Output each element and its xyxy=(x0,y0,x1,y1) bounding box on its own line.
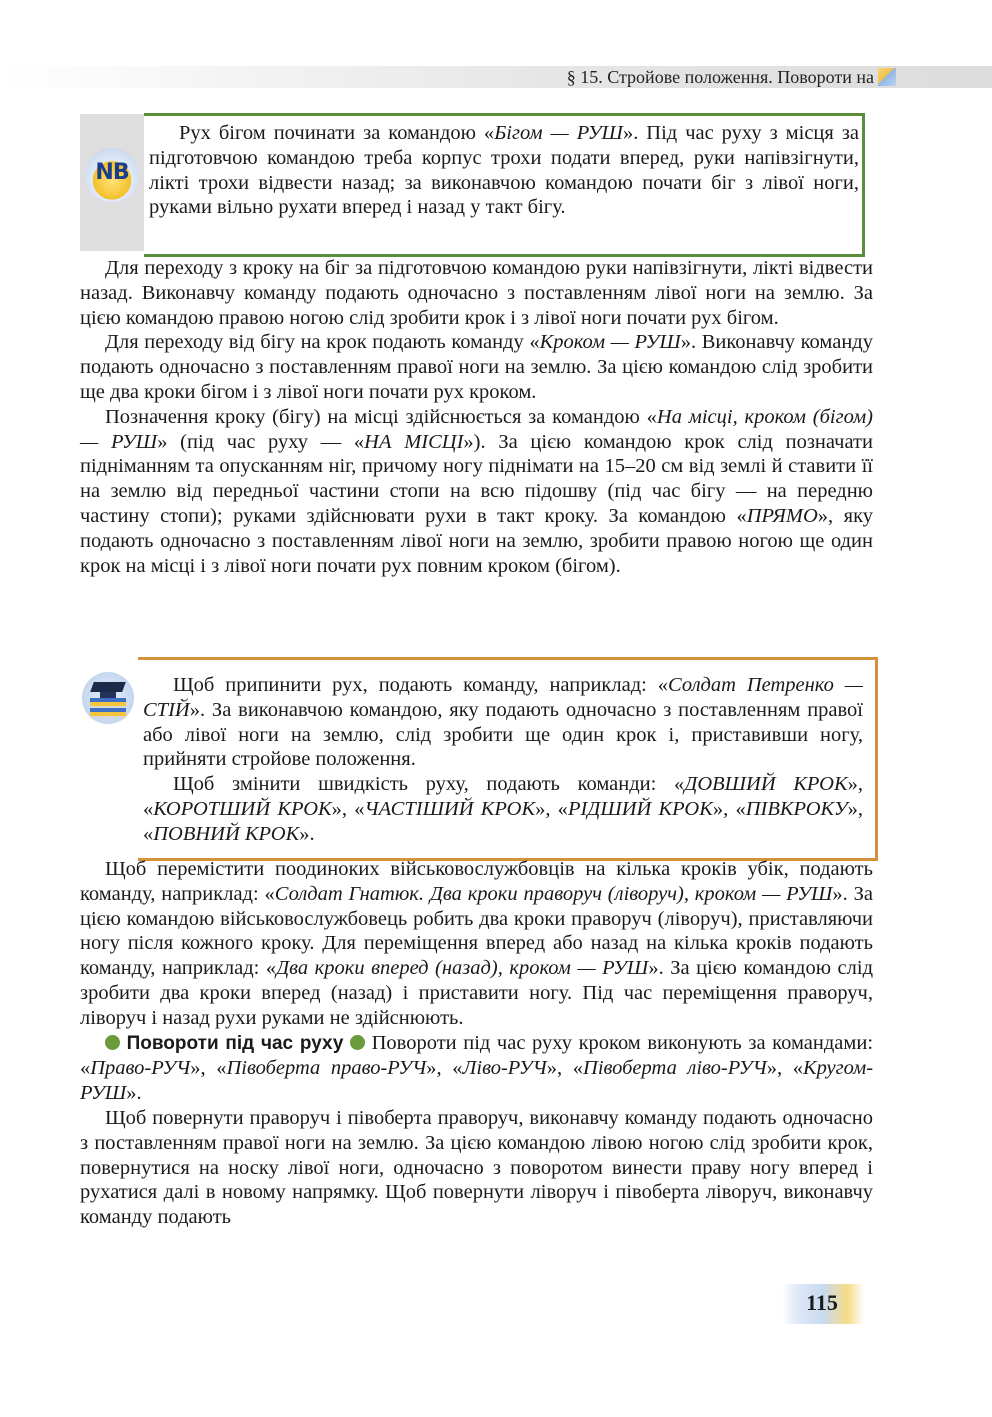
bullet-icon xyxy=(350,1035,365,1050)
info-note-paragraph: Щоб змінити швидкість руху, подають команди: «ДОВШИЙ КРОК», «КОРОТШИЙ КРОК», «ЧАСТІШИЙ КРОК», «РІДШИЙ КРОК», «ПІВКРОКУ», «ПОВНИЙ КРОК». xyxy=(143,773,864,845)
main-text-block-1 xyxy=(80,256,873,578)
graduation-cap-icon xyxy=(80,670,136,726)
running-title: § 15. Стройове положення. Повороти на xyxy=(566,67,874,87)
nb-icon-label: NB xyxy=(95,160,129,185)
nb-icon xyxy=(85,148,139,202)
paragraph: Для переходу з кроку на біг за підготовчою командою руки напівзігнути, лікті відвести назад. Виконавчу команду подають одночасно з поставленням лівої ноги на землю. За цією командою правою ногою слід зробити крок і з лівої ноги почати рух бігом. xyxy=(80,257,873,329)
nb-note-box xyxy=(144,113,865,257)
header-corner-decoration xyxy=(878,68,896,86)
nb-note-text: Рух бігом починати за командою «Бігом — РУШ». Під час руху з місця за підготовчою командою треба корпус трохи подати вперед, руки напівзігнути, лікті трохи відвести назад; за виконавчою командою почати біг з лівої ноги, руками вільно рухати вперед і назад у такт бігу. xyxy=(149,122,860,219)
main-text-block-2 xyxy=(80,857,873,1230)
section-title: Повороти під час руху xyxy=(126,1032,344,1054)
bullet-icon xyxy=(105,1035,120,1050)
page-number: 115 xyxy=(806,1290,838,1315)
paragraph: Для переходу від бігу на крок подають команду «Кроком — РУШ». Виконавчу команду подають одночасно з поставленням правої ноги на землю. За цією командою слід зробити ще два кроки бігом і з лівої ноги почати рух кроком. xyxy=(80,331,873,403)
info-note-paragraph: Щоб припинити рух, подають команду, наприклад: «Солдат Петренко — СТІЙ». За виконавчою командою, яку подають одночасно з поставленням правої або лівої ноги на землю, слід зробити ще один крок і, приставивши ногу, прийняти стройове положення. xyxy=(143,674,863,771)
paragraph: Щоб перемістити поодиноких військовослужбовців на кілька кроків убік, подають команду, наприклад: «Солдат Гнатюк. Два кроки праворуч (ліворуч), кроком — РУШ». За цією командою військовослужбовець робить два кроки праворуч (ліворуч), приставляючи ногу після кожного кроку. Для переміщення вперед або назад на кілька кроків подають команду, наприклад: «Два кроки вперед (назад), кроком — РУШ». За цією командою слід зробити два кроки вперед (назад) і приставити ногу. Під час переміщення праворуч, ліворуч і назад рухи руками не здійснюють. xyxy=(80,858,874,1029)
paragraph: Позначення кроку (бігу) на місці здійснюється за командою «На місці, кроком (бігом) — РУШ» (під час руху — «НА МІСЦІ»). За цією командою крок слід позначати підніманням та опусканням ніг, причому ногу піднімати на 15–20 см від землі й ставити її на землю від передньої частини стопи на всю підошву (під час бігу — на передню частину стопи); руками здійснювати рухи в такт кроку. За командою «ПРЯМО», яку подають одночасно з поставленням лівої ноги на землю, зробити правою ногою ще один крок на місці і з лівої ноги почати рух повним кроком (бігом). xyxy=(80,405,873,577)
paragraph: Щоб повернути праворуч і півоберта праворуч, виконавчу команду подають одночасно з поставленням правої ноги на землю. За цією командою лівою ногою слід зробити крок, повернутися на носку лівої ноги, одночасно з поворотом винести праву ногу вперед і рухатися далі в новому напрямку. Щоб повернути ліворуч і півоберта ліворуч, виконавчу команду подають xyxy=(80,1106,873,1229)
paragraph: Повороти під час руху Повороти під час руху кроком виконують за командами: «Право-РУЧ», «Півоберта право-РУЧ», «Ліво-РУЧ», «Півоберта ліво-РУЧ», «Кругом-РУШ». xyxy=(80,1031,874,1105)
info-note-box xyxy=(138,657,878,861)
